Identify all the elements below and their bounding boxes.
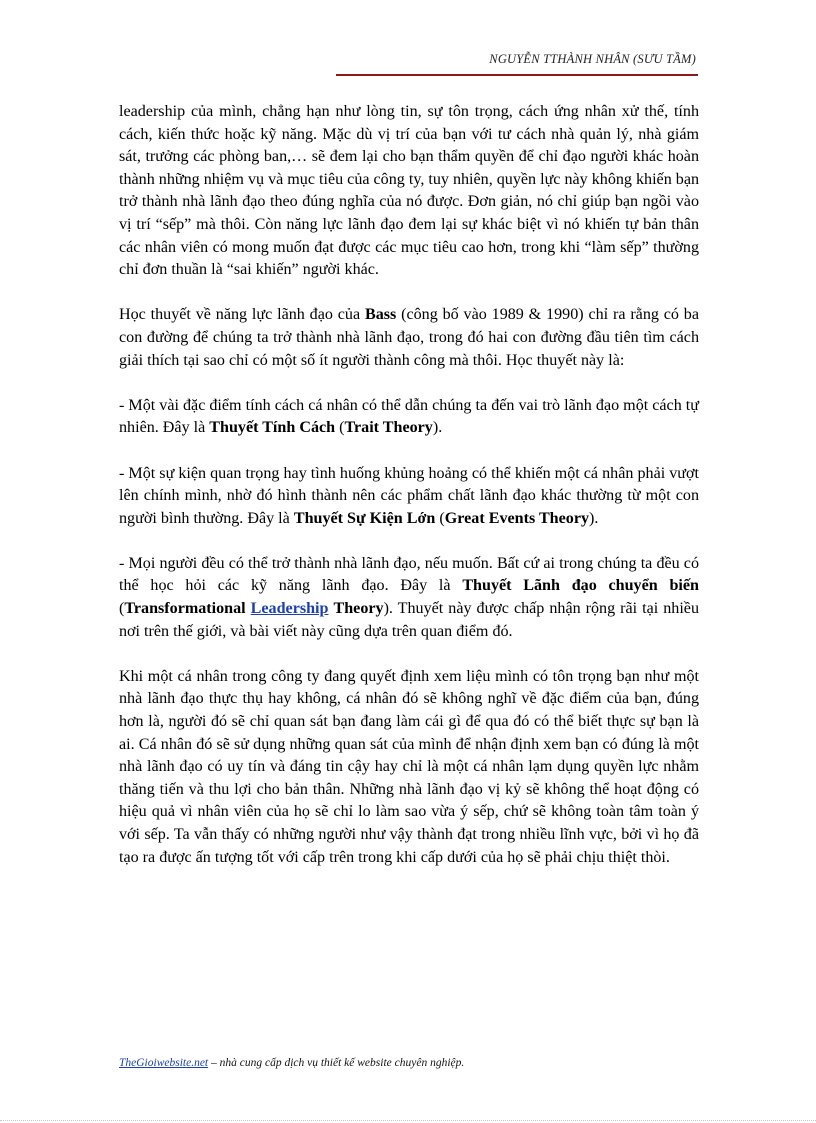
- paragraph-5: [119, 553, 699, 643]
- paragraph-5-text-c: ). Thuyết này được chấp nhận rộng rãi tại nhiều nơi trên thế giới, và bài viết này cũng dựa trên quan điểm đó.: [119, 600, 699, 640]
- footer-text: – nhà cung cấp dịch vụ thiết kế website chuyên nghiệp.: [208, 1057, 465, 1069]
- page-footer: [119, 1057, 464, 1069]
- paragraph-4-text-b: (: [435, 509, 445, 527]
- paragraph-2-text-b: (công bố vào 1989 & 1990) chỉ ra rằng có ba con đường để chúng ta trở thành nhà lãnh đạo, trong đó hai con đường đầu tiên tìm cách giải thích tại sao chỉ có một số ít người thành công mà thôi. Học thuyết này là:: [119, 306, 699, 369]
- footer-website-link[interactable]: TheGioiwebsite.net: [119, 1057, 209, 1069]
- paragraph-5-text-a: - Mọi người đều có thể trở thành nhà lãnh đạo, nếu muốn. Bất cứ ai trong chúng ta đều có thể học hỏi các kỹ năng lãnh đạo. Đây là: [119, 554, 699, 595]
- document-body: [119, 101, 699, 869]
- header-rule: [336, 74, 698, 76]
- paragraph-3: [119, 395, 699, 440]
- paragraph-5-bold: Thuyết Lãnh đạo chuyển biến: [462, 577, 699, 595]
- paragraph-4-bold-2: Great Events Theory: [444, 509, 590, 527]
- paragraph-4-text-a: - Một sự kiện quan trọng hay tình huống khủng hoảng có thể khiến một cá nhân phải vượt lên chính mình, nhờ đó hình thành nên các phẩm chất lãnh đạo khác thường từ một con người bình thường. Đây là: [119, 464, 699, 527]
- paragraph-5-bold-3: Theory: [333, 600, 384, 618]
- paragraph-2: [119, 304, 699, 372]
- paragraph-2-text-a: Học thuyết về năng lực lãnh đạo của: [119, 306, 365, 324]
- paragraph-3-bold-2: Trait Theory: [344, 419, 433, 437]
- paragraph-3-text-b: (: [335, 419, 345, 437]
- paragraph-4-text-c: ).: [589, 509, 599, 527]
- paragraph-3-text-a: - Một vài đặc điểm tính cách cá nhân có thể dẫn chúng ta đến vai trò lãnh đạo một cách tự nhiên. Đây là: [119, 396, 699, 437]
- page-bottom-edge: [0, 1120, 816, 1121]
- paragraph-1: leadership của mình, chẳng hạn như lòng tin, sự tôn trọng, cách ứng nhân xử thế, tính cách, kiến thức hoặc kỹ năng. Mặc dù vị trí của bạn với tư cách nhà quản lý, nhà giám sát, trưởng các phòng ban,… sẽ đem lại cho bạn thẩm quyền để chỉ đạo người khác hoàn thành những nhiệm vụ và mục tiêu của công ty, tuy nhiên, quyền lực này không khiến bạn trở thành nhà lãnh đạo theo đúng nghĩa của nó được. Đơn giản, nó chỉ giúp bạn ngồi vào vị trí “sếp” mà thôi. Còn năng lực lãnh đạo đem lại sự khác biệt vì nó khiến tự bản thân các nhân viên có mong muốn đạt được các mục tiêu cao hơn, trong khi “làm sếp” thường chỉ đơn thuần là “sai khiến” người khác.: [119, 103, 700, 279]
- paragraph-3-text-c: ).: [432, 419, 443, 437]
- paragraph-5-bold-2: Transformational: [124, 600, 246, 618]
- paragraph-3-bold: Thuyết Tính Cách: [209, 419, 336, 437]
- page-header: NGUYỄN TTHÀNH NHÂN (SƯU TẦM): [489, 52, 696, 66]
- leadership-link[interactable]: Leadership: [250, 600, 329, 618]
- paragraph-2-bold: Bass: [364, 306, 397, 324]
- paragraph-4-bold: Thuyết Sự Kiện Lớn: [293, 509, 436, 527]
- paragraph-6: Khi một cá nhân trong công ty đang quyết định xem liệu mình có tôn trọng bạn như một nhà lãnh đạo thực thụ hay không, cá nhân đó sẽ không nghĩ về đặc điểm của bạn, đúng hơn là, người đó sẽ chỉ quan sát bạn đang làm cái gì để qua đó có thể biết thực sự bạn là ai. Cá nhân đó sẽ sử dụng những quan sát của mình để nhận định xem bạn có đúng là một nhà lãnh đạo có uy tín và đáng tin cậy hay chỉ là một cá nhân lạm dụng quyền lực nhằm thăng tiến và thu lợi cho bản thân. Những nhà lãnh đạo vị kỷ sẽ không thể hoạt động có hiệu quả vì nhân viên của họ sẽ chỉ lo làm sao vừa ý sếp, chứ sẽ không toàn tâm toàn ý với sếp. Ta vẫn thấy có những người như vậy thành đạt trong nhiều lĩnh vực, bởi vì họ đã tạo ra được ấn tượng tốt với cấp trên trong khi cấp dưới của họ sẽ phải chịu thiệt thòi.: [119, 667, 699, 866]
- paragraph-5-text-b: (: [119, 600, 125, 618]
- paragraph-4: [119, 463, 699, 531]
